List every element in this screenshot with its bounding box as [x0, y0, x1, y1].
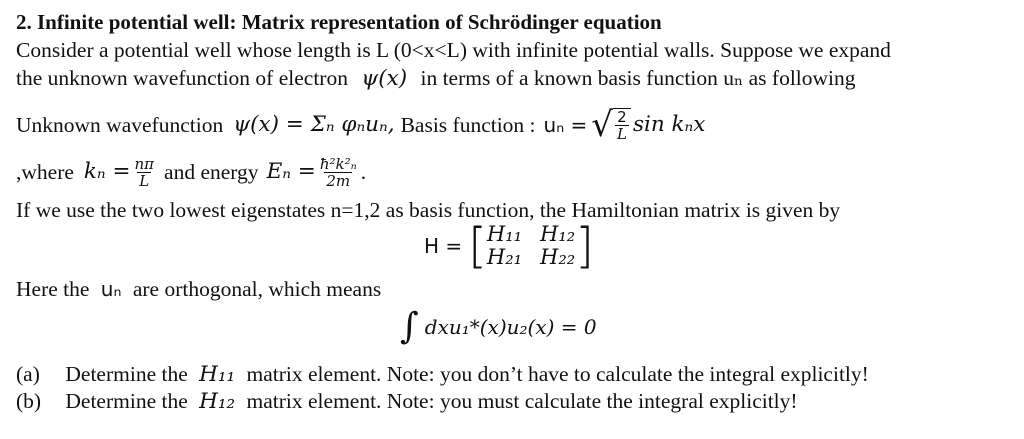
item-a-label: (a) — [16, 362, 40, 386]
item-b-pre: Determine the — [65, 389, 188, 413]
psi-symbol: ψ(x) — [361, 66, 408, 91]
item-a-post: matrix element. Note: you don’t have to calculate the integral explicitly! — [246, 362, 869, 386]
hamiltonian-matrix — [424, 218, 594, 274]
intro-line-2-end: in terms of a known basis function uₙ as following — [420, 66, 856, 90]
item-a-h: H₁₁ — [199, 362, 236, 387]
hamiltonian-line: If we use the two lowest eigenstates n=1,2 as basis function, the Hamiltonian matrix is given by — [16, 198, 841, 222]
h11-cell: H₁₁ — [486, 222, 523, 246]
left-bracket: [ — [468, 218, 487, 274]
item-b-label: (b) — [16, 389, 42, 413]
sqrt-numerator: 2 — [617, 108, 627, 126]
orthogonality-integral — [400, 306, 597, 347]
sqrt-denominator: L — [616, 125, 627, 143]
problem-title: 2. Infinite potential well: Matrix representation of Schrödinger equation — [16, 10, 662, 34]
orthogonal-line — [16, 276, 381, 302]
h22-cell: H₂₂ — [540, 245, 576, 269]
orthogonal-u: uₙ — [100, 277, 122, 301]
h12-cell: H₁₂ — [540, 222, 576, 246]
item-b — [16, 388, 798, 415]
k-denominator: L — [139, 171, 150, 190]
item-a — [16, 361, 869, 388]
where-line — [16, 152, 366, 192]
matrix-label: H = — [424, 234, 463, 258]
basis-sin: sin kₙx — [632, 112, 706, 137]
item-b-post: matrix element. Note: you must calculate the integral explicitly! — [246, 389, 798, 413]
radical-sign: √ — [591, 105, 613, 145]
intro-line-2-start: the unknown wavefunction of electron — [16, 66, 348, 90]
wavefunction-label: Unknown wavefunction — [16, 113, 224, 137]
e-expr: Eₙ = — [266, 159, 316, 184]
k-expr: kₙ = — [83, 159, 131, 184]
e-fraction — [318, 156, 359, 189]
wavefunction-expr: ψ(x) = Σₙ φₙuₙ, — [233, 112, 395, 137]
e-numerator: ħ²k²ₙ — [319, 154, 357, 173]
item-b-h: H₁₂ — [199, 389, 236, 414]
wavefunction-line — [16, 105, 705, 145]
orthogonal-end: are orthogonal, which means — [132, 277, 382, 301]
intro-line-1: Consider a potential well whose length is L (0<x<L) with infinite potential walls. Suppose we expand — [16, 38, 891, 62]
orthogonal-start: Here the — [16, 277, 90, 301]
item-a-pre: Determine the — [65, 362, 188, 386]
where-text: ,where — [16, 160, 74, 184]
k-numerator: nπ — [134, 154, 155, 173]
integral-sign: ∫ — [400, 306, 419, 347]
integral-expr: dxu₁*(x)u₂(x) = 0 — [424, 315, 597, 339]
energy-text: and energy — [164, 160, 259, 184]
basis-label: Basis function : — [400, 113, 536, 137]
k-fraction — [133, 156, 157, 189]
h21-cell: H₂₁ — [486, 245, 523, 269]
sqrt-fraction — [591, 105, 631, 145]
e-period: . — [360, 160, 367, 184]
intro-line-2 — [16, 65, 856, 92]
right-bracket: ] — [575, 218, 594, 274]
basis-u: uₙ = — [543, 113, 588, 137]
e-denominator: 2m — [326, 171, 351, 190]
